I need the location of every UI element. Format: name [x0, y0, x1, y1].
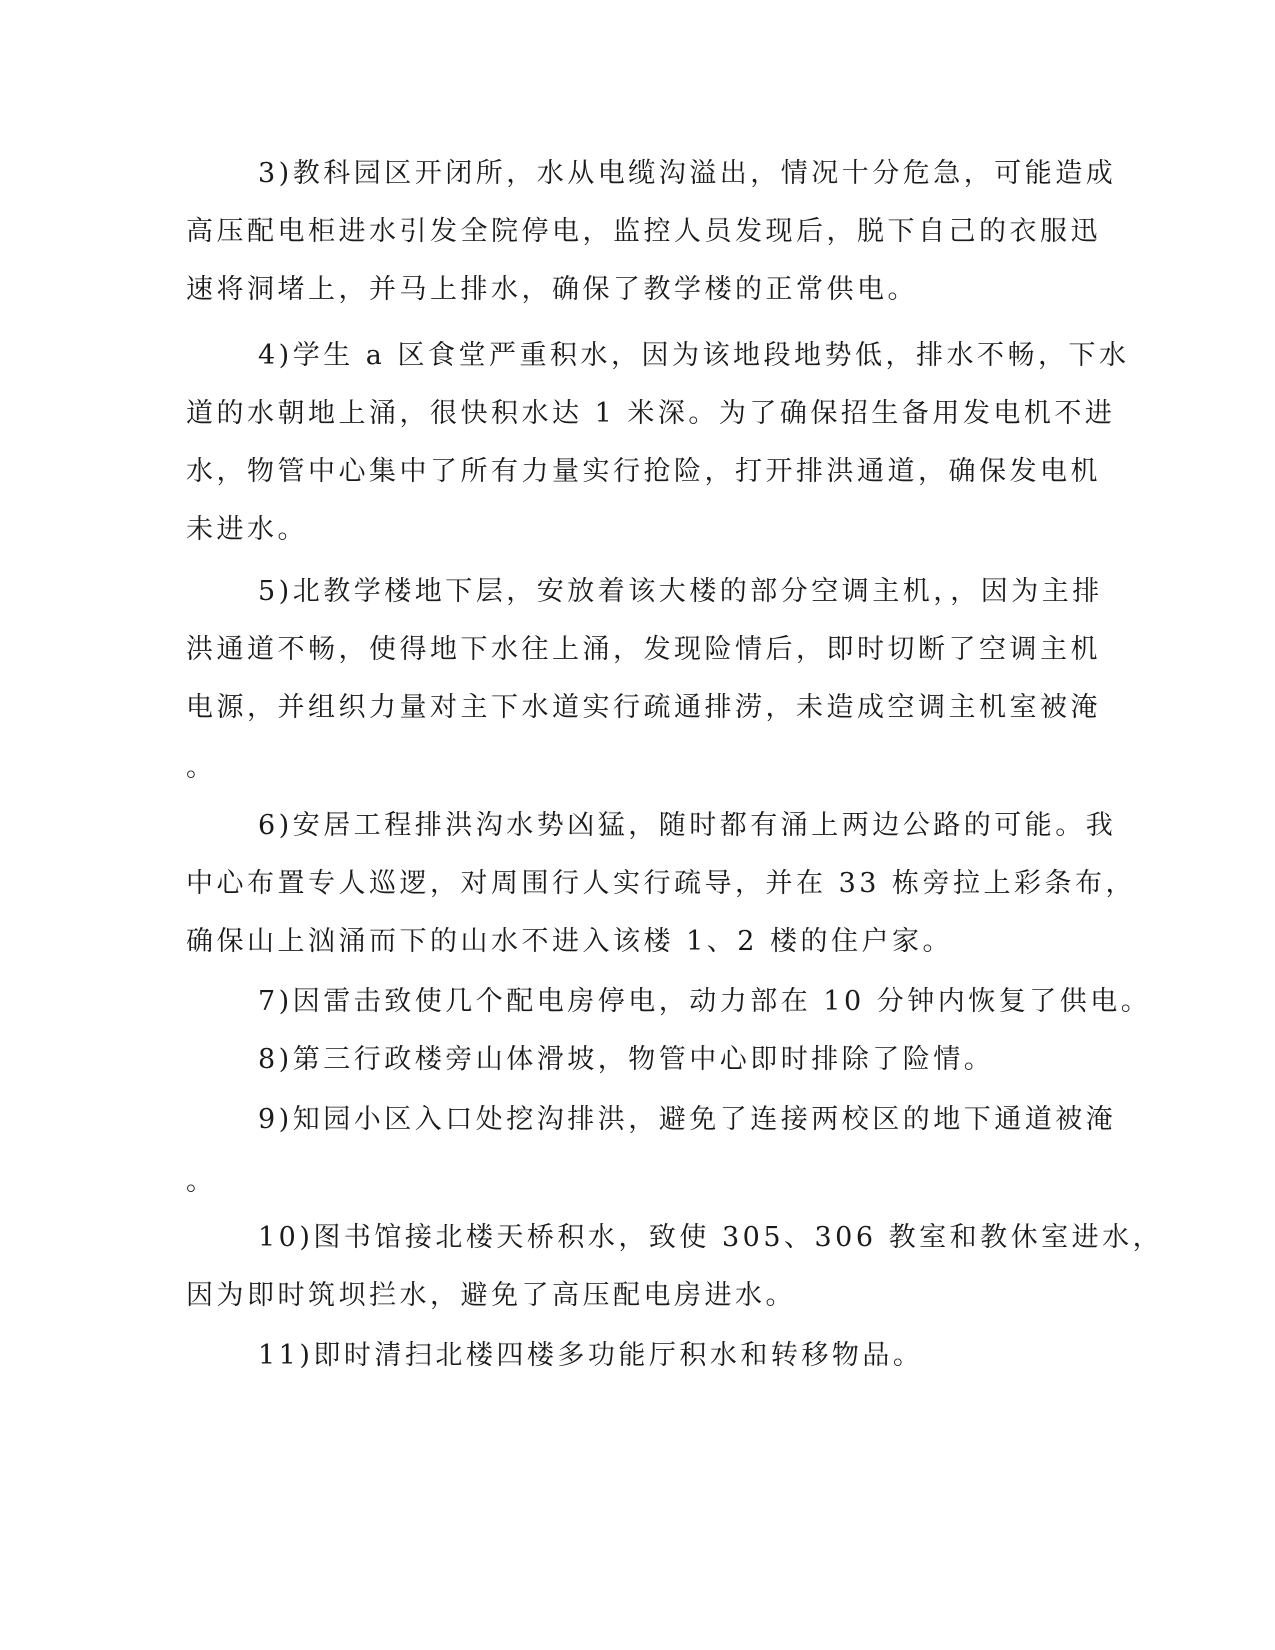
paragraph-line: 因为即时筑坝拦水，避免了高压配电房进水。 [186, 1280, 796, 1311]
paragraph-line: 中心布置专人巡逻，对周围行人实行疏导，并在 33 栋旁拉上彩条布， [186, 868, 1137, 899]
paragraph-line: 高压配电柜进水引发全院停电，监控人员发现后，脱下自己的衣服迅 [186, 216, 1101, 247]
paragraph-line: 确保山上汹涌而下的山水不进入该楼 1、2 楼的住户家。 [186, 926, 954, 957]
paragraph-line: 洪通道不畅，使得地下水往上涌，发现险情后，即时切断了空调主机 [186, 634, 1101, 665]
paragraph-line: 道的水朝地上涌，很快积水达 1 米深。为了确保招生备用发电机不进 [186, 398, 1116, 429]
paragraph-line: 水，物管中心集中了所有力量实行抢险，打开排洪通道，确保发电机 [186, 456, 1101, 487]
paragraph-line: 11)即时清扫北楼四楼多功能厅积水和转移物品。 [258, 1340, 924, 1371]
paragraph-line: 9)知园小区入口处挖沟排洪，避免了连接两校区的地下通道被淹 [258, 1104, 1117, 1135]
paragraph-line: 3)教科园区开闭所，水从电缆沟溢出，情况十分危急，可能造成 [258, 158, 1117, 189]
paragraph-line: 6)安居工程排洪沟水势凶猛，随时都有涌上两边公路的可能。我 [258, 810, 1117, 841]
paragraph-line: 。 [186, 1166, 217, 1197]
paragraph-line: 7)因雷击致使几个配电房停电，动力部在 10 分钟内恢复了供电。 [258, 986, 1152, 1017]
paragraph-line: 。 [186, 752, 217, 783]
paragraph-line: 5)北教学楼地下层，安放着该大楼的部分空调主机，，因为主排 [258, 576, 1103, 607]
paragraph-line: 速将洞堵上，并马上排水，确保了教学楼的正常供电。 [186, 274, 918, 305]
paragraph-line: 电源，并组织力量对主下水道实行疏通排涝，未造成空调主机室被淹 [186, 692, 1101, 723]
paragraph-line: 10)图书馆接北楼天桥积水，致使 305、306 教室和教休室进水， [258, 1222, 1164, 1253]
paragraph-line: 4)学生 a 区食堂严重积水，因为该地段地势低，排水不畅，下水 [258, 340, 1130, 371]
paragraph-line: 未进水。 [186, 514, 308, 545]
paragraph-line: 8)第三行政楼旁山体滑坡，物管中心即时排除了险情。 [258, 1044, 995, 1075]
